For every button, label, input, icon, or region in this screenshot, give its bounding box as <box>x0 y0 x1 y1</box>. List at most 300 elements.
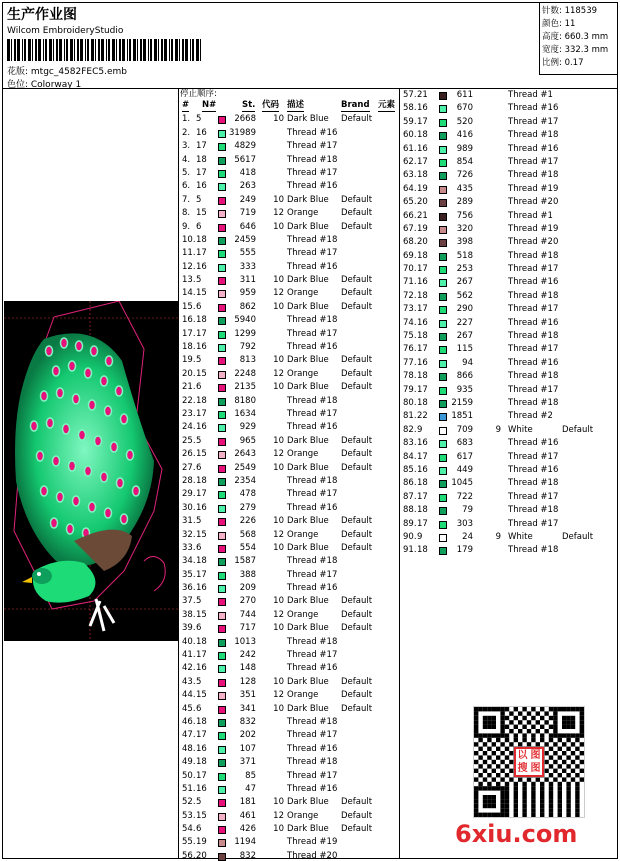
thread-description: Thread #17 <box>287 141 338 152</box>
watermark-site: 6xiu.com <box>455 820 578 848</box>
thread-description: Thread #16 <box>287 583 338 594</box>
color-swatch <box>218 706 226 714</box>
thread-brand: Default <box>341 797 373 808</box>
table-row <box>180 180 398 193</box>
table-row <box>180 595 398 608</box>
stitch-count: 2549 <box>234 462 256 473</box>
table-row <box>180 676 398 689</box>
needle-number: 6 <box>196 703 202 714</box>
stitch-count: 683 <box>456 438 473 449</box>
needle-number: 18 <box>196 234 207 245</box>
table-row <box>401 156 615 169</box>
stop-number: 78. <box>403 371 417 382</box>
color-swatch <box>439 146 447 154</box>
needle-number: 17 <box>417 304 428 315</box>
stitch-count: 989 <box>456 143 473 154</box>
color-swatch <box>218 786 226 794</box>
header-description: 描述 <box>287 100 305 110</box>
stop-number: 12. <box>182 261 196 272</box>
stop-number: 59. <box>403 116 417 127</box>
seal-char: 以 <box>517 750 528 761</box>
needle-number: 17 <box>196 408 207 419</box>
stop-number: 24. <box>182 422 196 433</box>
stop-number: 32. <box>182 529 196 540</box>
thread-description: Thread #17 <box>287 569 338 580</box>
color-swatch <box>439 172 447 180</box>
color-swatch <box>218 759 226 767</box>
stop-number: 69. <box>403 250 417 261</box>
thread-code: 10 <box>273 797 284 808</box>
stitch-count: 670 <box>456 103 473 114</box>
stop-number: 25. <box>182 435 196 446</box>
color-swatch <box>218 183 226 191</box>
stitch-count: 2135 <box>234 382 256 393</box>
color-swatch <box>439 440 447 448</box>
header-num: # <box>182 100 190 110</box>
stop-number: 46. <box>182 716 196 727</box>
color-swatch <box>439 119 447 127</box>
stitch-count: 1045 <box>451 478 473 489</box>
thread-code: 12 <box>273 208 284 219</box>
needle-number: 5 <box>196 797 202 808</box>
stop-number: 22. <box>182 395 196 406</box>
color-swatch <box>218 451 226 459</box>
needle-number: 9 <box>417 531 423 542</box>
stop-number: 20. <box>182 368 196 379</box>
needle-number: 17 <box>196 141 207 152</box>
table-row <box>401 223 615 236</box>
needle-number: 16 <box>196 261 207 272</box>
thread-description: Thread #19 <box>508 223 559 234</box>
thread-description: Thread #17 <box>508 264 559 275</box>
thread-code: 10 <box>273 516 284 527</box>
table-row <box>180 328 398 341</box>
stop-number: 5. <box>182 167 191 178</box>
stop-number: 35. <box>182 569 196 580</box>
color-swatch <box>439 521 447 529</box>
needle-number: 5 <box>196 194 202 205</box>
stop-number: 13. <box>182 275 196 286</box>
table-row <box>401 102 615 115</box>
color-swatch <box>439 427 447 435</box>
table-row <box>180 221 398 234</box>
thread-brand: Default <box>341 529 373 540</box>
needle-number: 17 <box>196 328 207 339</box>
stitch-count: 862 <box>239 301 256 312</box>
needle-number: 16 <box>196 502 207 513</box>
thread-description: Thread #16 <box>508 103 559 114</box>
color-swatch <box>218 344 226 352</box>
color-swatch <box>218 853 226 861</box>
needle-number: 18 <box>417 130 428 141</box>
needle-number: 18 <box>196 395 207 406</box>
thread-description: Thread #18 <box>287 556 338 567</box>
stitch-count: 47 <box>245 783 256 794</box>
stop-number: 9. <box>182 221 191 232</box>
thread-description: Dark Blue <box>287 221 329 232</box>
table-row <box>401 143 615 156</box>
needle-number: 18 <box>196 315 207 326</box>
stop-number: 85. <box>403 464 417 475</box>
header-stitches: St. <box>242 100 256 110</box>
stop-number: 6. <box>182 181 191 192</box>
thread-description: Thread #19 <box>508 183 559 194</box>
needle-number: 17 <box>417 384 428 395</box>
table-row <box>401 116 615 129</box>
stop-number: 19. <box>182 355 196 366</box>
table-row <box>401 518 615 531</box>
thread-description: Thread #17 <box>287 408 338 419</box>
stop-number: 31. <box>182 516 196 527</box>
thread-code: 10 <box>273 194 284 205</box>
header-needle: N# <box>202 100 217 110</box>
needle-number: 17 <box>417 491 428 502</box>
color-swatch <box>218 545 226 553</box>
thread-description: Orange <box>287 529 319 540</box>
thread-code: 9 <box>495 424 501 435</box>
needle-number: 17 <box>417 264 428 275</box>
stitch-count: 2668 <box>234 114 256 125</box>
thread-brand: Default <box>562 531 594 542</box>
stop-number: 79. <box>403 384 417 395</box>
thread-description: Thread #17 <box>287 489 338 500</box>
thread-brand: Default <box>341 623 373 634</box>
needle-number: 17 <box>196 489 207 500</box>
thread-description: Dark Blue <box>287 542 329 553</box>
stop-number: 21. <box>182 382 196 393</box>
stitch-count: 518 <box>456 250 473 261</box>
stitch-count: 388 <box>239 569 256 580</box>
color-swatch <box>439 159 447 167</box>
stitch-count: 148 <box>239 663 256 674</box>
color-swatch <box>439 360 447 368</box>
thread-description: Thread #18 <box>287 475 338 486</box>
color-swatch <box>218 224 226 232</box>
thread-description: Thread #18 <box>508 397 559 408</box>
stitch-count: 1194 <box>234 837 256 848</box>
table-row <box>401 357 615 370</box>
needle-number: 9 <box>417 424 423 435</box>
thread-description: Thread #2 <box>508 411 553 422</box>
stitch-count: 555 <box>239 248 256 259</box>
color-swatch <box>218 116 226 124</box>
stitch-count: 209 <box>239 583 256 594</box>
table-header <box>180 100 398 113</box>
table-row <box>401 210 615 223</box>
design-scale: 比例: 0.17 <box>542 58 584 68</box>
color-swatch <box>439 213 447 221</box>
needle-number: 18 <box>417 478 428 489</box>
table-row <box>180 207 398 220</box>
design-width: 宽度: 332.3 mm <box>542 45 609 55</box>
thread-code: 10 <box>273 676 284 687</box>
stitch-count: 227 <box>456 317 473 328</box>
thread-description: Thread #18 <box>508 478 559 489</box>
stop-sequence-table-right <box>401 89 615 558</box>
stitch-count: 202 <box>239 730 256 741</box>
stitch-count: 646 <box>239 221 256 232</box>
color-swatch <box>218 197 226 205</box>
thread-brand: Default <box>341 275 373 286</box>
stitch-count: 267 <box>456 277 473 288</box>
design-specs <box>539 3 617 75</box>
thread-description: Thread #17 <box>508 116 559 127</box>
table-row <box>180 354 398 367</box>
thread-description: Thread #16 <box>508 143 559 154</box>
stop-number: 80. <box>403 397 417 408</box>
color-swatch <box>439 266 447 274</box>
stop-number: 10. <box>182 234 196 245</box>
needle-number: 15 <box>196 810 207 821</box>
stop-number: 43. <box>182 676 196 687</box>
table-row <box>401 317 615 330</box>
color-swatch <box>218 773 226 781</box>
table-row <box>180 716 398 729</box>
thread-brand: Default <box>341 596 373 607</box>
color-swatch <box>218 813 226 821</box>
needle-number: 15 <box>196 288 207 299</box>
stitch-count: 253 <box>456 264 473 275</box>
stop-number: 77. <box>403 357 417 368</box>
thread-description: Thread #17 <box>287 248 338 259</box>
stitch-count: 107 <box>239 743 256 754</box>
thread-code: 10 <box>273 221 284 232</box>
needle-number: 5 <box>196 355 202 366</box>
stitch-count: 4829 <box>234 141 256 152</box>
needle-number: 21 <box>417 90 428 100</box>
stitch-count: 756 <box>456 210 473 221</box>
color-swatch <box>439 239 447 247</box>
needle-number: 16 <box>196 422 207 433</box>
thread-brand: Default <box>341 208 373 219</box>
thread-description: Thread #1 <box>508 90 553 100</box>
color-swatch <box>439 467 447 475</box>
thread-description: Dark Blue <box>287 676 329 687</box>
needle-number: 5 <box>196 275 202 286</box>
stitch-count: 290 <box>456 304 473 315</box>
needle-number: 16 <box>417 438 428 449</box>
stop-number: 17. <box>182 328 196 339</box>
color-swatch <box>439 293 447 301</box>
stitch-count: 478 <box>239 489 256 500</box>
barcode <box>7 39 205 61</box>
qr-code <box>473 706 585 818</box>
thread-description: Thread #18 <box>287 636 338 647</box>
color-swatch <box>439 199 447 207</box>
thread-brand: Default <box>341 516 373 527</box>
needle-number: 18 <box>196 757 207 768</box>
thread-description: Orange <box>287 208 319 219</box>
thread-description: Dark Blue <box>287 824 329 835</box>
needle-number: 15 <box>196 529 207 540</box>
stitch-count: 303 <box>456 518 473 529</box>
stitch-count: 85 <box>245 770 256 781</box>
needle-number: 17 <box>196 167 207 178</box>
table-row <box>401 370 615 383</box>
table-row <box>180 502 398 515</box>
color-swatch <box>439 494 447 502</box>
stop-number: 55. <box>182 837 196 848</box>
stop-number: 63. <box>403 170 417 181</box>
stop-number: 84. <box>403 451 417 462</box>
stitch-count: 341 <box>239 703 256 714</box>
thread-brand: Default <box>341 114 373 125</box>
stitch-count: 416 <box>456 130 473 141</box>
table-row <box>180 555 398 568</box>
table-row <box>180 823 398 836</box>
thread-brand: Default <box>562 424 594 435</box>
thread-code: 10 <box>273 355 284 366</box>
table-row <box>401 236 615 249</box>
stitch-count: 2643 <box>234 449 256 460</box>
stitch-count: 418 <box>239 167 256 178</box>
table-row <box>401 451 615 464</box>
needle-number: 18 <box>417 545 428 556</box>
stop-number: 41. <box>182 650 196 661</box>
stop-number: 42. <box>182 663 196 674</box>
color-swatch <box>439 507 447 515</box>
color-swatch <box>218 612 226 620</box>
stitch-count: 333 <box>239 261 256 272</box>
stop-number: 74. <box>403 317 417 328</box>
table-row <box>401 477 615 490</box>
table-row <box>180 421 398 434</box>
needle-number: 5 <box>196 516 202 527</box>
stitch-count: 562 <box>456 290 473 301</box>
column-divider <box>399 89 400 858</box>
thread-code: 12 <box>273 529 284 540</box>
needle-number: 16 <box>196 663 207 674</box>
stop-number: 70. <box>403 264 417 275</box>
color-swatch <box>218 317 226 325</box>
color-swatch <box>218 625 226 633</box>
thread-description: Thread #18 <box>287 395 338 406</box>
table-row <box>401 544 615 557</box>
needle-number: 17 <box>417 344 428 355</box>
color-swatch <box>218 357 226 365</box>
table-row <box>180 287 398 300</box>
thread-brand: Default <box>341 676 373 687</box>
thread-description: Dark Blue <box>287 703 329 714</box>
stop-number: 23. <box>182 408 196 419</box>
color-swatch <box>218 143 226 151</box>
table-row <box>401 129 615 142</box>
needle-number: 6 <box>196 462 202 473</box>
stop-number: 27. <box>182 462 196 473</box>
stitch-count: 94 <box>462 357 473 368</box>
header-code: 代码 <box>262 100 280 110</box>
table-row <box>401 276 615 289</box>
thread-brand: Default <box>341 449 373 460</box>
stitch-count: 744 <box>239 609 256 620</box>
stitch-count: 181 <box>239 797 256 808</box>
color-swatch <box>439 279 447 287</box>
stop-number: 11. <box>182 248 196 259</box>
color-swatch <box>439 400 447 408</box>
stitch-count: 1013 <box>234 636 256 647</box>
needle-number: 17 <box>196 770 207 781</box>
needle-number: 16 <box>196 783 207 794</box>
stitch-count: 719 <box>239 208 256 219</box>
stitch-count: 965 <box>239 435 256 446</box>
color-swatch <box>218 424 226 432</box>
table-row <box>180 113 398 126</box>
stop-number: 36. <box>182 583 196 594</box>
needle-number: 20 <box>196 850 207 861</box>
header-brand: Brand <box>341 100 370 110</box>
color-swatch <box>218 170 226 178</box>
table-row <box>180 529 398 542</box>
thread-description: Thread #19 <box>287 837 338 848</box>
stitch-count: 426 <box>239 824 256 835</box>
needle-number: 16 <box>196 342 207 353</box>
thread-brand: Default <box>341 368 373 379</box>
stitch-count: 929 <box>239 422 256 433</box>
color-swatch <box>439 333 447 341</box>
seal-char: 图 <box>530 750 541 761</box>
thread-description: Thread #17 <box>287 730 338 741</box>
thread-description: Thread #16 <box>508 464 559 475</box>
thread-description: White <box>508 424 533 435</box>
software-name: Wilcom EmbroideryStudio <box>7 26 124 36</box>
needle-number: 5 <box>196 676 202 687</box>
needle-number: 6 <box>196 221 202 232</box>
table-row <box>180 703 398 716</box>
column-divider <box>178 89 179 858</box>
needle-number: 18 <box>196 556 207 567</box>
production-worksheet <box>2 2 618 859</box>
thread-code: 10 <box>273 114 284 125</box>
thread-description: Thread #17 <box>287 770 338 781</box>
needle-number: 18 <box>196 475 207 486</box>
needle-number: 5 <box>196 596 202 607</box>
color-swatch <box>439 387 447 395</box>
table-row <box>180 194 398 207</box>
color-swatch <box>218 491 226 499</box>
stitch-count: 854 <box>456 156 473 167</box>
color-swatch <box>218 250 226 258</box>
stitch-count: 270 <box>239 596 256 607</box>
table-row <box>180 140 398 153</box>
page-title: 生产作业图 <box>7 7 77 23</box>
stop-number: 16. <box>182 315 196 326</box>
needle-number: 18 <box>417 170 428 181</box>
stitch-count: 263 <box>239 181 256 192</box>
thread-brand: Default <box>341 435 373 446</box>
table-row <box>180 515 398 528</box>
color-swatch <box>218 826 226 834</box>
thread-description: Thread #18 <box>508 331 559 342</box>
table-row <box>180 261 398 274</box>
stop-number: 73. <box>403 304 417 315</box>
stop-number: 56. <box>182 850 196 861</box>
stitch-count: 79 <box>462 505 473 516</box>
thread-description: Orange <box>287 288 319 299</box>
thread-brand: Default <box>341 355 373 366</box>
stop-number: 3. <box>182 141 191 152</box>
stop-number: 67. <box>403 223 417 234</box>
needle-number: 6 <box>196 824 202 835</box>
stop-number: 37. <box>182 596 196 607</box>
needle-number: 16 <box>417 277 428 288</box>
thread-description: Thread #18 <box>287 716 338 727</box>
table-row <box>401 290 615 303</box>
stop-sequence-title: 停止顺序: <box>180 89 217 99</box>
stitch-count: 2354 <box>234 475 256 486</box>
needle-number: 18 <box>417 290 428 301</box>
color-swatch <box>218 130 226 138</box>
table-row <box>401 196 615 209</box>
